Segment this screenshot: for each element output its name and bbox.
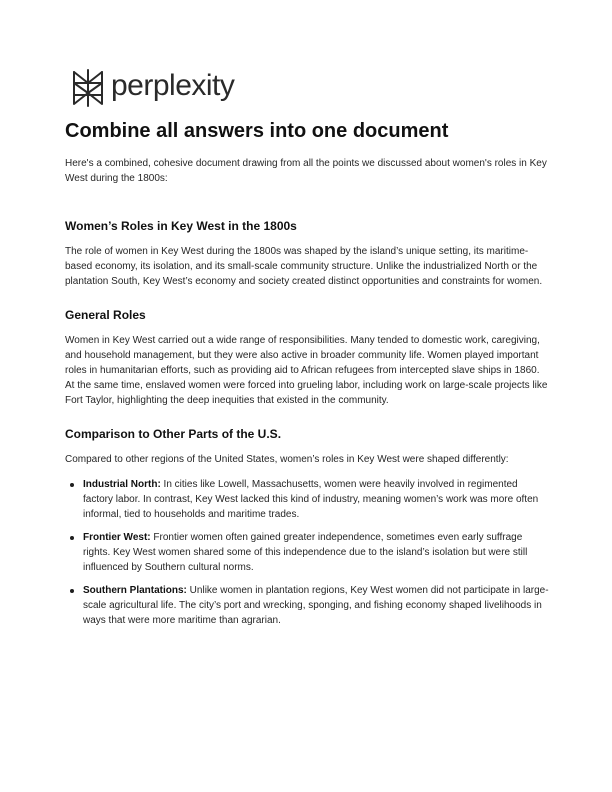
section-general-roles xyxy=(65,307,550,408)
list-item-label: Frontier West: xyxy=(83,532,151,543)
list-item-frontier-west xyxy=(83,530,550,575)
list-item-industrial-north xyxy=(83,477,550,522)
section-heading: Women’s Roles in Key West in the 1800s xyxy=(65,219,297,233)
perplexity-logo-icon xyxy=(71,68,105,108)
document-content xyxy=(65,118,550,646)
list-item-text: Unlike women in plantation regions, Key West women did not participate in large-scale agricultural life. The city’s port and wrecking, sponging, and fishing economy shaped livelihoods in ways that were more maritime than agrarian. xyxy=(83,585,549,626)
intro-paragraph: Here's a combined, cohesive document drawing from all the points we discussed about women's roles in Key West during the 1800s: xyxy=(65,158,547,184)
section-paragraph: Women in Key West carried out a wide range of responsibilities. Many tended to domestic work, caregiving, and household management, but they were also active in broader community life. Women played important roles in humanitarian efforts, such as providing aid to African refugees from intercepted slave ships in 1860. At the same time, enslaved women were forced into grueling labor, including work on large-scale projects like Fort Taylor, highlighting the deep inequities that existed in the community. xyxy=(65,335,548,406)
comparison-list xyxy=(65,477,550,628)
section-paragraph: Compared to other regions of the United States, women’s roles in Key West were shaped differently: xyxy=(65,454,509,465)
section-comparison xyxy=(65,426,550,628)
list-item-text: In cities like Lowell, Massachusetts, women were heavily involved in regimented factory labor. In contrast, Key West lacked this kind of industry, meaning women’s work was more often informal, tied to households and maritime trades. xyxy=(83,479,539,520)
list-item-label: Industrial North: xyxy=(83,479,161,490)
list-item-text: Frontier women often gained greater independence, sometimes even early suffrage rights. Key West women shared some of this independence due to the island’s isolation but were still influenced by Southern cultural norms. xyxy=(83,532,528,573)
perplexity-logo-text: perplexity xyxy=(111,69,235,102)
perplexity-logo xyxy=(71,68,234,108)
list-item-label: Southern Plantations: xyxy=(83,585,187,596)
section-paragraph: The role of women in Key West during the 1800s was shaped by the island’s unique setting, its maritime-based economy, its isolation, and its small-scale community structure. Unlike the industrialized North or the plantation South, Key West’s economy and society created distinct opportunities and constraints for women. xyxy=(65,246,543,287)
page-title: Combine all answers into one document xyxy=(65,120,449,142)
section-heading: General Roles xyxy=(65,308,146,322)
section-heading: Comparison to Other Parts of the U.S. xyxy=(65,427,282,441)
section-womens-roles xyxy=(65,218,550,289)
list-item-southern-plantations xyxy=(83,583,550,628)
